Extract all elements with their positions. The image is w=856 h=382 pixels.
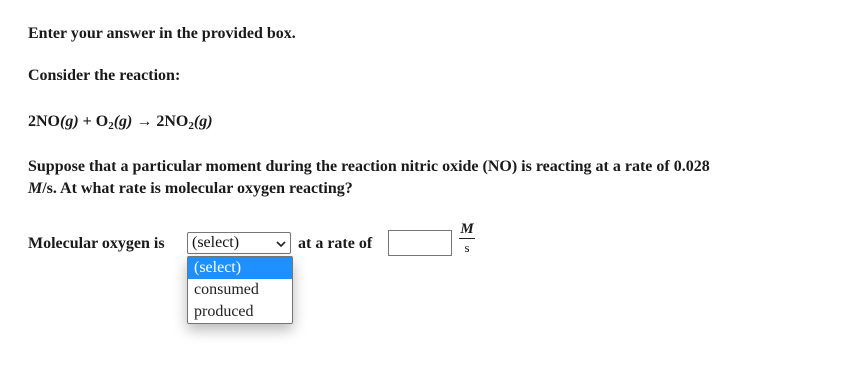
option-select[interactable]: (select) <box>188 257 292 279</box>
option-produced[interactable]: produced <box>194 303 254 320</box>
unit-fraction <box>458 221 476 256</box>
answer-label: Molecular oxygen is <box>28 235 165 252</box>
consider-text: Consider the reaction: <box>28 67 181 84</box>
chevron-down-icon <box>275 238 287 250</box>
rate-label: at a rate of <box>298 235 373 252</box>
instruction-text: Enter your answer in the provided box. <box>28 25 296 42</box>
option-consumed[interactable]: consumed <box>194 281 259 298</box>
rate-input[interactable] <box>388 230 452 256</box>
question-line-1: Suppose that a particular moment during the reaction nitric oxide (NO) is reacting at a rate of 0.028 <box>28 158 710 175</box>
select-value: (select) <box>192 234 240 251</box>
fraction-bar <box>459 238 475 239</box>
reaction-equation: $2NO(g) + O_2(g) \to 2NO_2(g)$ <box>28 113 213 132</box>
question-line-2: M/s. At what rate is molecular oxygen reacting? <box>28 180 353 197</box>
unit-denominator: s <box>464 240 470 255</box>
consumed-produced-select[interactable] <box>187 232 291 254</box>
unit-numerator: M <box>460 221 474 237</box>
select-dropdown-list[interactable] <box>187 256 293 324</box>
